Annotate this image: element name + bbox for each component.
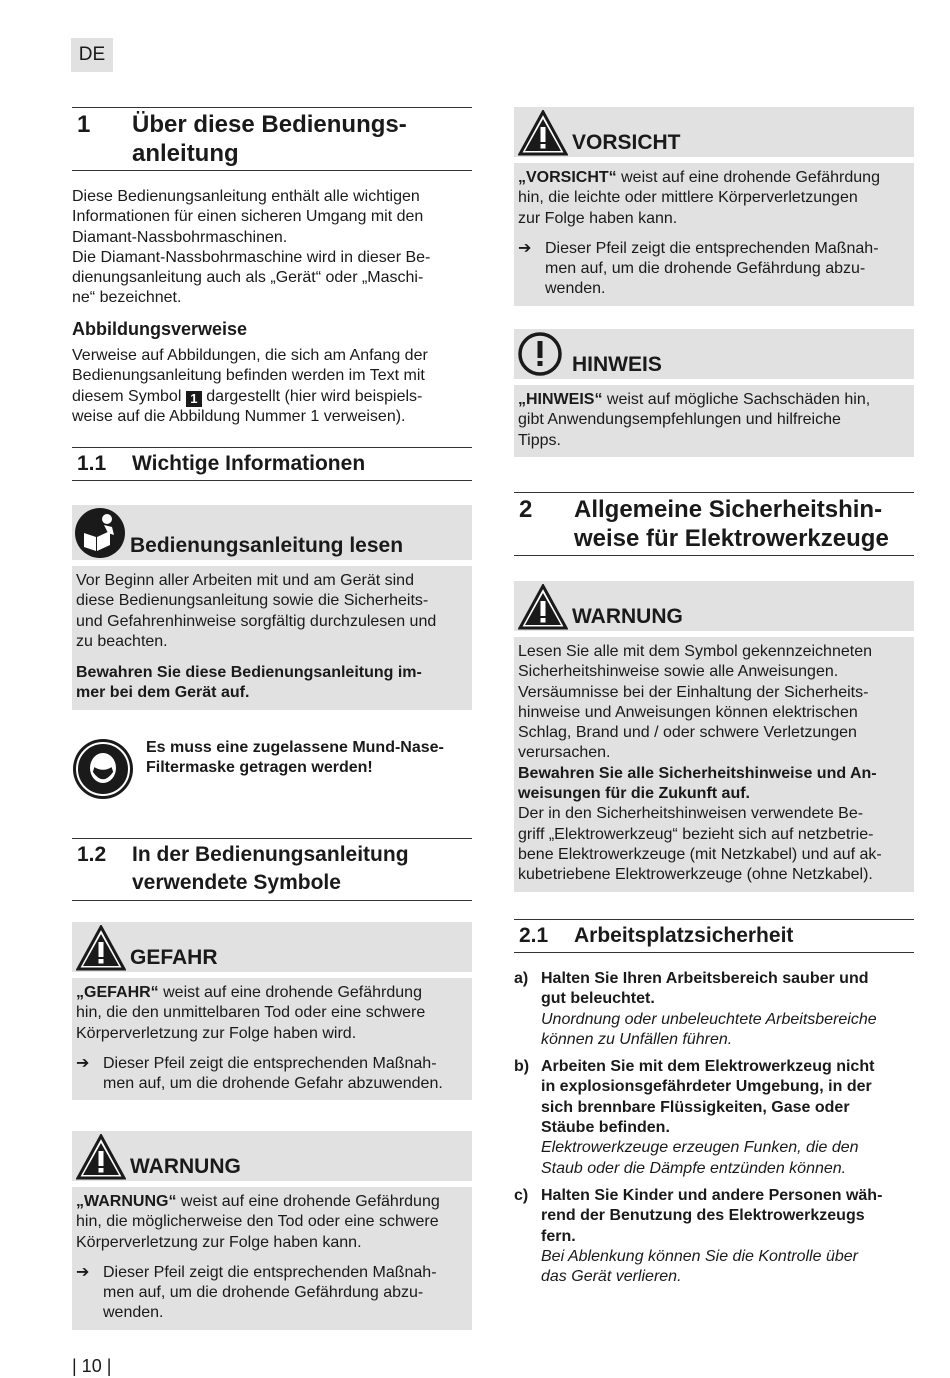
text-line: Vor Beginn aller Arbeiten mit und am Gerät sind bbox=[76, 572, 414, 589]
danger-header bbox=[72, 922, 472, 972]
list-label: b) bbox=[514, 1058, 530, 1076]
text-line bbox=[518, 168, 910, 188]
text-fragment: dargestellt (hier wird beispiels- bbox=[206, 387, 423, 405]
text-line: Dieser Pfeil zeigt die entsprechenden Maßnah- bbox=[103, 1054, 437, 1072]
section-1-heading bbox=[72, 107, 472, 171]
section-title-line: Über diese Bedienungs- bbox=[132, 111, 407, 138]
list-item bbox=[514, 1186, 914, 1287]
text-line: gut beleuchtet. bbox=[541, 990, 655, 1008]
text-line: fern. bbox=[541, 1227, 576, 1245]
text-line: kubetriebene Elektrowerkzeuge (ohne Netzkabel). bbox=[518, 866, 873, 884]
caution-header bbox=[514, 107, 914, 157]
warning-box bbox=[72, 1131, 472, 1330]
section-title-line: verwendete Symbole bbox=[132, 871, 341, 894]
text-line: Filtermaske getragen werden! bbox=[146, 759, 373, 777]
section-1-2-heading bbox=[72, 838, 472, 901]
section-title-line: weise für Elektrowerkzeuge bbox=[574, 525, 889, 552]
text-line: weisungen für die Zukunft auf. bbox=[518, 785, 750, 803]
text-line: bene Elektrowerkzeuge (mit Netzkabel) und auf ak- bbox=[518, 845, 882, 863]
text-line: zur Folge haben kann. bbox=[518, 209, 678, 227]
text-line: Bewahren Sie alle Sicherheitshinweise und An- bbox=[518, 764, 877, 782]
text-fragment: weist auf mögliche Sachschäden hin, bbox=[602, 391, 871, 408]
text-line: wenden. bbox=[103, 1304, 164, 1322]
section-number: 1.1 bbox=[77, 452, 107, 475]
text-line: hinweise und Anweisungen können elektrischen bbox=[518, 703, 858, 721]
section-2-1-heading bbox=[514, 919, 914, 953]
text-fragment: weist auf eine drohende Gefährdung bbox=[616, 169, 880, 186]
warning-triangle-icon bbox=[518, 584, 568, 630]
text-line: men auf, um die drohende Gefahr abzuwenden. bbox=[103, 1075, 443, 1093]
text-line bbox=[518, 390, 910, 410]
text-line: Bei Ablenkung können Sie die Kontrolle über bbox=[541, 1247, 858, 1265]
text-line: Schlag, Brand und / oder schwere Verletzungen bbox=[518, 724, 857, 742]
notice-box bbox=[514, 329, 914, 457]
read-manual-box bbox=[72, 505, 472, 710]
danger-body bbox=[72, 978, 472, 1100]
text-line: gibt Anwendungsempfehlungen und hilfreiche bbox=[518, 411, 841, 429]
text-line: hin, die den unmittelbaren Tod oder eine schwere bbox=[76, 1004, 426, 1022]
warning-header bbox=[72, 1131, 472, 1181]
list-label: a) bbox=[514, 970, 529, 987]
text-line bbox=[76, 1192, 468, 1212]
text-line: Unordnung oder unbeleuchtete Arbeitsbereiche bbox=[541, 1010, 877, 1028]
text-line: Halten Sie Ihren Arbeitsbereich sauber und bbox=[541, 970, 869, 987]
text-line: Die Diamant-Nassbohrmaschine wird in dieser Be- bbox=[72, 248, 431, 266]
arrow-icon: ➔ bbox=[76, 1263, 90, 1281]
notice-body bbox=[514, 385, 914, 457]
keyword: „HINWEIS“ bbox=[518, 391, 603, 408]
page-number: | 10 | bbox=[72, 1356, 112, 1376]
text-fragment: weist auf eine drohende Gefährdung bbox=[176, 1193, 440, 1210]
text-line: Bewahren Sie diese Bedienungsanleitung im- bbox=[76, 664, 422, 682]
warning-title: WARNUNG bbox=[130, 1155, 241, 1178]
text-line: Halten Sie Kinder und andere Personen wäh- bbox=[541, 1186, 883, 1204]
section-number: 1.2 bbox=[77, 843, 107, 866]
text-line: Bedienungsanleitung befinden werden im Text mit bbox=[72, 367, 425, 385]
text-line: men auf, um die drohende Gefährdung abzu- bbox=[103, 1284, 424, 1302]
section-number: 2 bbox=[519, 496, 533, 523]
text-line: wenden. bbox=[545, 280, 606, 298]
keyword: „VORSICHT“ bbox=[518, 169, 617, 186]
section-1-1-heading bbox=[72, 447, 472, 481]
text-line: Dieser Pfeil zeigt die entsprechenden Maßnah- bbox=[103, 1263, 437, 1281]
text-line: Körperverletzung zur Folge haben kann. bbox=[76, 1233, 362, 1251]
text-line: zu beachten. bbox=[76, 632, 168, 650]
warning-header bbox=[514, 581, 914, 631]
text-line bbox=[72, 387, 472, 407]
list-item bbox=[514, 1057, 914, 1179]
text-line: hin, die leichte oder mittlere Körperverletzungen bbox=[518, 189, 858, 207]
face-mask-icon bbox=[72, 738, 134, 800]
section-title-line: anleitung bbox=[132, 140, 239, 167]
text-line: Stäube befinden. bbox=[541, 1119, 670, 1137]
text-line: hin, die möglicherweise den Tod oder eine schwere bbox=[76, 1213, 439, 1231]
section-number: 2.1 bbox=[519, 924, 549, 947]
text-line: diese Bedienungsanleitung sowie die Sicherheits- bbox=[76, 592, 429, 610]
exclamation-circle-icon bbox=[517, 331, 563, 377]
warning-title: WARNUNG bbox=[572, 605, 683, 628]
workplace-safety-list bbox=[514, 969, 914, 1294]
section-number: 1 bbox=[77, 111, 91, 138]
read-manual-title: Bedienungsanleitung lesen bbox=[130, 534, 404, 557]
caution-box bbox=[514, 107, 914, 306]
text-line: Staub oder die Dämpfe entzünden können. bbox=[541, 1159, 847, 1177]
danger-box bbox=[72, 922, 472, 1100]
warning-body bbox=[72, 1187, 472, 1330]
text-line: Diese Bedienungsanleitung enthält alle wichtigen bbox=[72, 188, 420, 205]
language-tag: DE bbox=[71, 38, 113, 72]
text-line bbox=[76, 983, 468, 1003]
text-line: griff „Elektrowerkzeug“ bezieht sich auf netzbetrie- bbox=[518, 825, 874, 843]
list-label: c) bbox=[514, 1186, 529, 1204]
section-title-line: In der Bedienungsanleitung bbox=[132, 843, 409, 866]
read-manual-body bbox=[72, 566, 472, 710]
text-line: verursachen. bbox=[518, 744, 611, 762]
read-manual-icon bbox=[74, 507, 126, 559]
text-line: in explosionsgefährdeter Umgebung, in der bbox=[541, 1078, 872, 1096]
danger-title: GEFAHR bbox=[130, 946, 218, 969]
warning-box-general bbox=[514, 581, 914, 892]
text-line: und Gefahrenhinweise sorgfältig durchzulesen und bbox=[76, 612, 437, 630]
text-line: dienungsanleitung auch als „Gerät“ oder „Maschi- bbox=[72, 269, 424, 287]
caution-body bbox=[514, 163, 914, 306]
text-line: Es muss eine zugelassene Mund-Nase- bbox=[146, 739, 444, 756]
keyword: „WARNUNG“ bbox=[76, 1193, 177, 1210]
section-2-heading bbox=[514, 492, 914, 556]
section-title-line: Allgemeine Sicherheitshin- bbox=[574, 496, 883, 523]
text-line: Diamant-Nassbohrmaschinen. bbox=[72, 228, 288, 246]
warning-triangle-icon bbox=[76, 1134, 126, 1180]
figure-symbol: 1 bbox=[186, 391, 202, 407]
text-line: ne“ bezeichnet. bbox=[72, 289, 182, 307]
text-line: Versäumnisse bei der Einhaltung der Sicherheits- bbox=[518, 683, 869, 701]
text-line: sich brennbare Flüssigkeiten, Gase oder bbox=[541, 1098, 850, 1116]
intro-paragraph bbox=[72, 187, 472, 309]
list-item bbox=[514, 969, 914, 1050]
text-line: Lesen Sie alle mit dem Symbol gekennzeichneten bbox=[518, 643, 872, 660]
arrow-icon: ➔ bbox=[518, 239, 532, 257]
text-line: Verweise auf Abbildungen, die sich am Anfang der bbox=[72, 347, 428, 364]
text-line: Arbeiten Sie mit dem Elektrowerkzeug nicht bbox=[541, 1058, 875, 1076]
text-line: mer bei dem Gerät auf. bbox=[76, 684, 250, 702]
read-manual-header bbox=[72, 505, 472, 560]
caution-title: VORSICHT bbox=[572, 131, 681, 154]
section-title: Arbeitsplatzsicherheit bbox=[574, 924, 794, 947]
text-line: men auf, um die drohende Gefährdung abzu- bbox=[545, 260, 866, 278]
text-line: können zu Unfällen führen. bbox=[541, 1030, 733, 1048]
text-line: Sicherheitshinweise sowie alle Anweisungen. bbox=[518, 663, 839, 681]
arrow-icon: ➔ bbox=[76, 1054, 90, 1072]
warning-body bbox=[514, 637, 914, 892]
text-line: Körperverletzung zur Folge haben wird. bbox=[76, 1024, 357, 1042]
text-line: weise auf die Abbildung Nummer 1 verweisen). bbox=[72, 407, 406, 425]
section-title: Wichtige Informationen bbox=[132, 452, 366, 475]
mask-notice bbox=[72, 738, 472, 802]
figure-refs-paragraph bbox=[72, 346, 472, 427]
text-line: Der in den Sicherheitshinweisen verwendete Be- bbox=[518, 805, 864, 823]
text-fragment: weist auf eine drohende Gefährdung bbox=[158, 984, 422, 1001]
notice-title: HINWEIS bbox=[572, 353, 662, 376]
keyword: „GEFAHR“ bbox=[76, 984, 159, 1001]
text-line: Tipps. bbox=[518, 431, 561, 449]
subheading-figure-refs: Abbildungsverweise bbox=[72, 319, 248, 339]
text-line: das Gerät verlieren. bbox=[541, 1268, 682, 1286]
warning-triangle-icon bbox=[518, 110, 568, 156]
text-line: Dieser Pfeil zeigt die entsprechenden Maßnah- bbox=[545, 239, 879, 257]
warning-triangle-icon bbox=[76, 925, 126, 971]
text-line: rend der Benutzung des Elektrowerkzeugs bbox=[541, 1207, 865, 1225]
text-line: Elektrowerkzeuge erzeugen Funken, die den bbox=[541, 1139, 859, 1157]
notice-header bbox=[514, 329, 914, 379]
text-line: Informationen für einen sicheren Umgang mit den bbox=[72, 208, 424, 226]
text-fragment: diesem Symbol bbox=[72, 387, 182, 405]
